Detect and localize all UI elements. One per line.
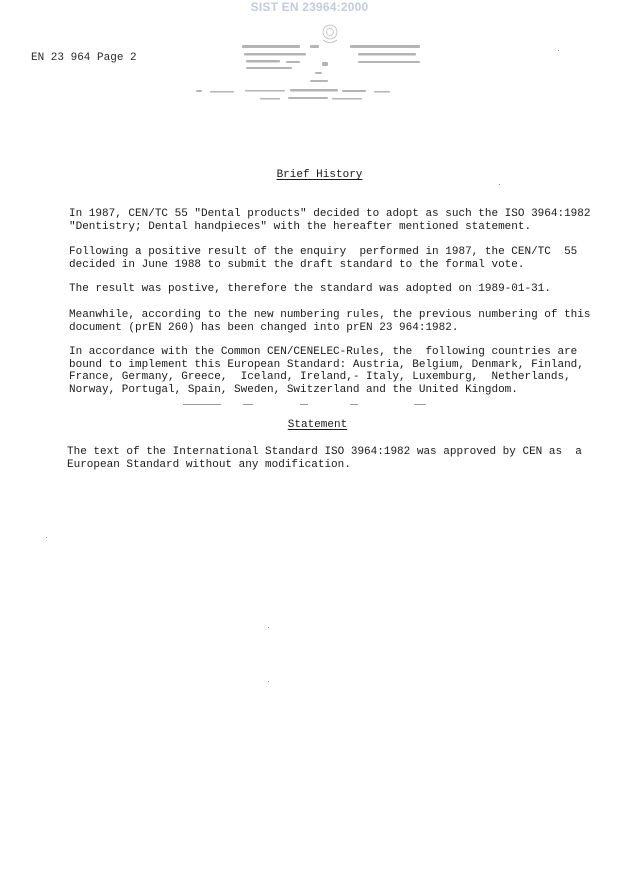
- history-paragraph-enquiry: Following a positive result of the enquiry performed in 1987, the CEN/TC 55 decided in June 1988 to submit the draft standard to the formal vote.: [69, 246, 578, 271]
- history-paragraph-result: The result was postive, therefore the standard was adopted on 1989-01-31.: [69, 283, 551, 295]
- scan-speck: [268, 681, 269, 682]
- history-paragraph-countries: In accordance with the Common CEN/CENELEC-Rules, the following countries are bound to implement this European Standard: Austria, Belgium, Denmark, Finland, France, Germany, Greece, Iceland, Ireland,- Italy, Luxemburg, Netherlands, Norway, Portugal, Spain, Sweden, Switzerland and the United Kingdom.: [69, 346, 584, 396]
- statement-paragraph: The text of the International Standard ISO 3964:1982 was approved by CEN as a European Standard without any modification.: [67, 446, 582, 471]
- faded-stamp: [190, 18, 430, 113]
- history-paragraph-adoption: In 1987, CEN/TC 55 "Dental products" decided to adopt as such the ISO 3964:1982 "Dentistry; Dental handpieces" with the hereafter mentioned statement.: [69, 208, 591, 233]
- brief-history-heading-text: Brief History: [276, 169, 363, 181]
- scan-artifact-line: [300, 404, 308, 405]
- scan-artifact-line: [243, 404, 253, 405]
- history-paragraph-numbering: Meanwhile, according to the new numbering rules, the previous numbering of this document (prEN 260) has been changed into prEN 23 964:1982.: [69, 309, 591, 334]
- brief-history-heading: [10, 169, 619, 182]
- page-reference: EN 23 964 Page 2: [31, 52, 137, 64]
- scan-speck: [558, 50, 559, 51]
- statement-heading: [8, 419, 619, 432]
- scan-artifact-line: [350, 404, 358, 405]
- scan-speck: [268, 627, 269, 628]
- scan-speck: [499, 184, 500, 185]
- watermark-title: SIST EN 23964:2000: [250, 0, 369, 14]
- scan-artifact-line: [183, 404, 221, 405]
- scan-artifact-line: [414, 404, 426, 405]
- scan-speck: [46, 537, 47, 538]
- statement-heading-text: Statement: [287, 419, 348, 431]
